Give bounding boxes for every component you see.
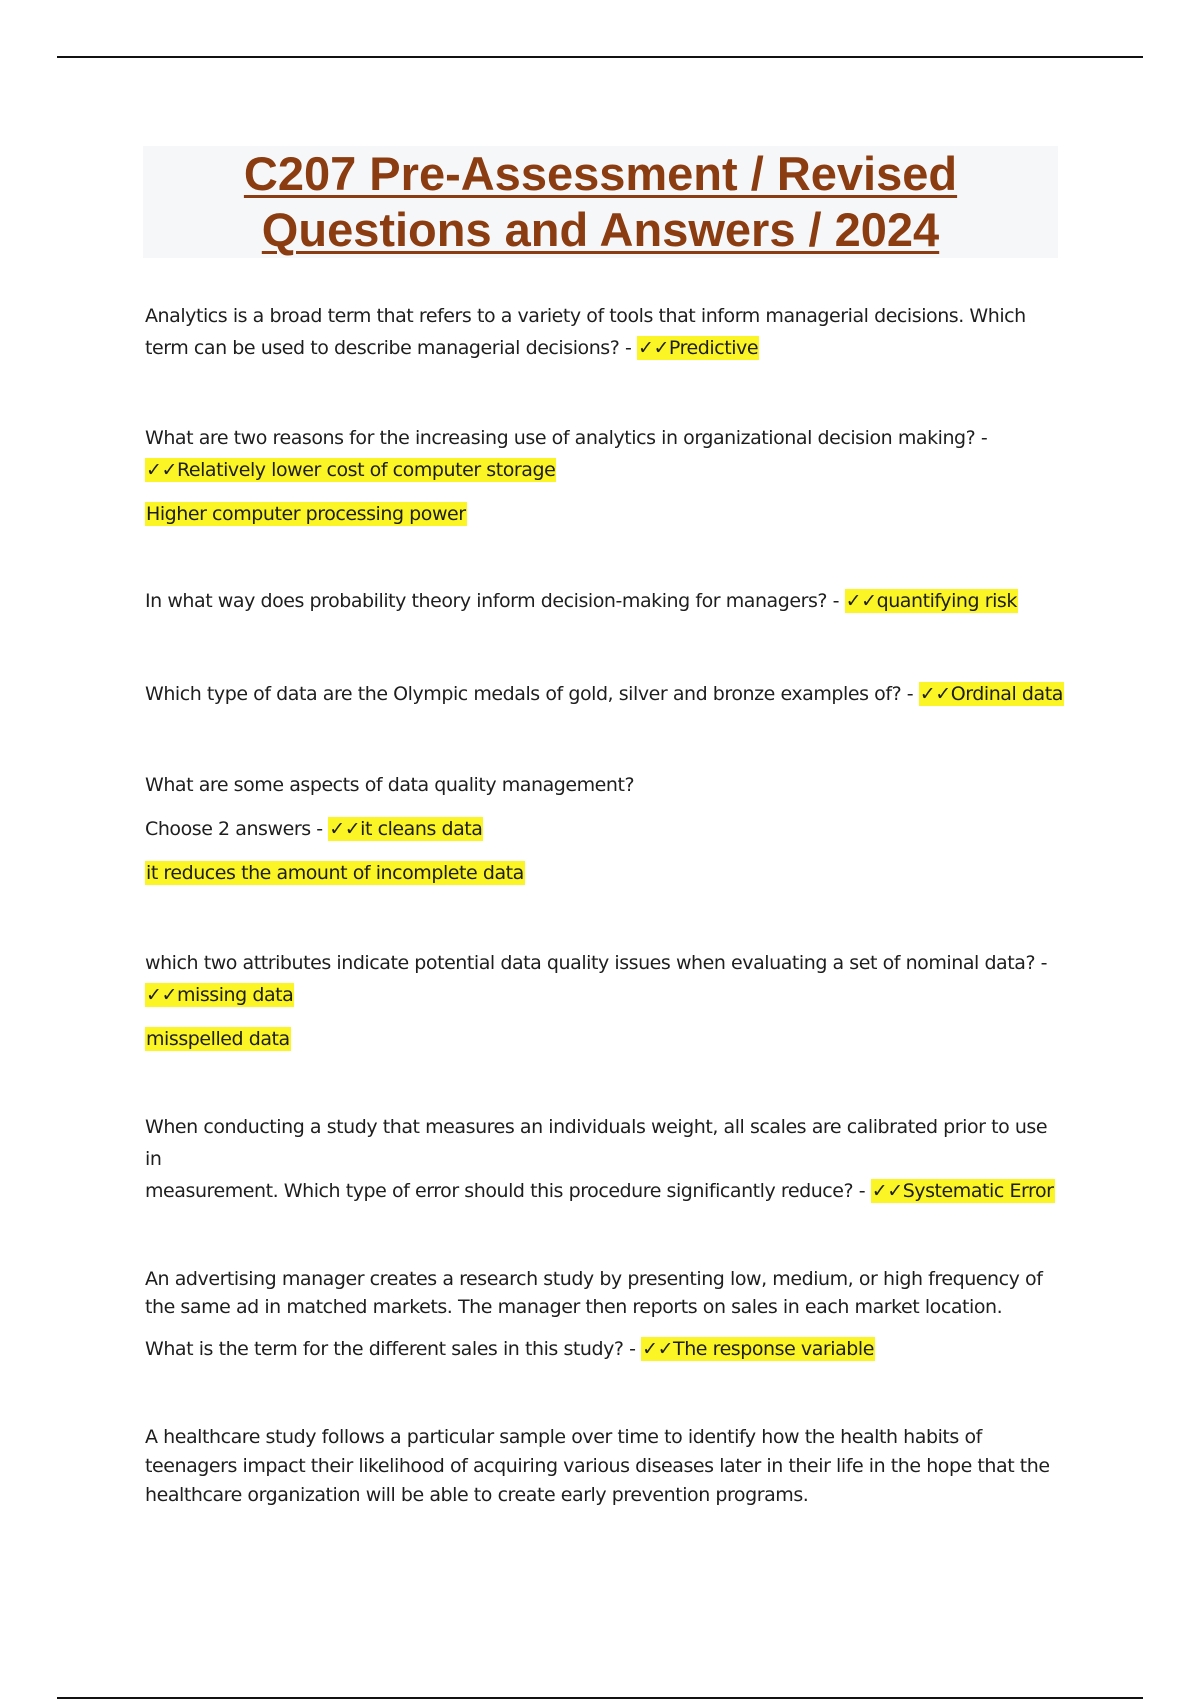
qa-item-5 — [145, 769, 1065, 889]
question-text: the same ad in matched markets. The manager then reports on sales in each market location. — [145, 1296, 1003, 1318]
qa-item-3 — [145, 585, 1065, 617]
question-text: Which type of data are the Olympic medals of gold, silver and bronze examples of? - — [145, 683, 919, 705]
answer-highlight: ✓✓Relatively lower cost of computer storage — [146, 459, 556, 481]
question-text: An advertising manager creates a research study by presenting low, medium, or high frequency of — [145, 1268, 1043, 1290]
answer-highlight: ✓✓it cleans data — [329, 818, 483, 840]
question-text: When conducting a study that measures an individuals weight, all scales are calibrated prior to use in — [145, 1116, 1048, 1170]
answer-highlight: ✓✓quantifying risk — [845, 590, 1017, 612]
answer-highlight: ✓✓missing data — [146, 984, 294, 1006]
question-text: What are two reasons for the increasing use of analytics in organizational decision making? - — [145, 427, 988, 449]
top-rule — [57, 56, 1143, 58]
question-text: A healthcare study follows a particular sample over time to identify how the health habits of — [145, 1426, 982, 1448]
qa-item-6 — [145, 947, 1065, 1055]
question-text: In what way does probability theory inform decision-making for managers? - — [145, 590, 845, 612]
answer-highlight: ✓✓Predictive — [637, 337, 759, 359]
document-title-line-1: C207 Pre-Assessment / Revised — [243, 147, 958, 200]
answer-highlight: misspelled data — [146, 1028, 290, 1050]
title-banner — [143, 146, 1058, 258]
document-title-line-2: Questions and Answers / 2024 — [261, 203, 940, 256]
qa-item-9 — [145, 1423, 1065, 1510]
answer-highlight: it reduces the amount of incomplete data — [146, 862, 524, 884]
question-text: Choose 2 answers - — [145, 818, 329, 840]
qa-item-7 — [145, 1111, 1065, 1207]
question-text: Analytics is a broad term that refers to a variety of tools that inform managerial decisions. Which — [145, 305, 1026, 327]
qa-item-8 — [145, 1265, 1065, 1365]
question-text: What is the term for the different sales in this study? - — [145, 1338, 642, 1360]
qa-item-1 — [145, 300, 1065, 364]
question-text: What are some aspects of data quality management? — [145, 774, 635, 796]
question-text: measurement. Which type of error should this procedure significantly reduce? - — [145, 1180, 871, 1202]
qa-item-2 — [145, 422, 1065, 530]
question-text: term can be used to describe managerial decisions? - — [145, 337, 637, 359]
answer-highlight: ✓✓Systematic Error — [871, 1180, 1054, 1202]
question-text: healthcare organization will be able to create early prevention programs. — [145, 1484, 809, 1506]
question-text: which two attributes indicate potential data quality issues when evaluating a set of nominal data? - — [145, 952, 1048, 974]
answer-highlight: Higher computer processing power — [146, 503, 466, 525]
qa-item-4 — [145, 678, 1065, 710]
answer-highlight: ✓✓Ordinal data — [919, 683, 1063, 705]
qa-list — [145, 300, 1065, 1510]
question-text: teenagers impact their likelihood of acquiring various diseases later in their life in the hope that the — [145, 1455, 1050, 1477]
bottom-rule — [57, 1697, 1143, 1699]
answer-highlight: ✓✓The response variable — [642, 1338, 874, 1360]
